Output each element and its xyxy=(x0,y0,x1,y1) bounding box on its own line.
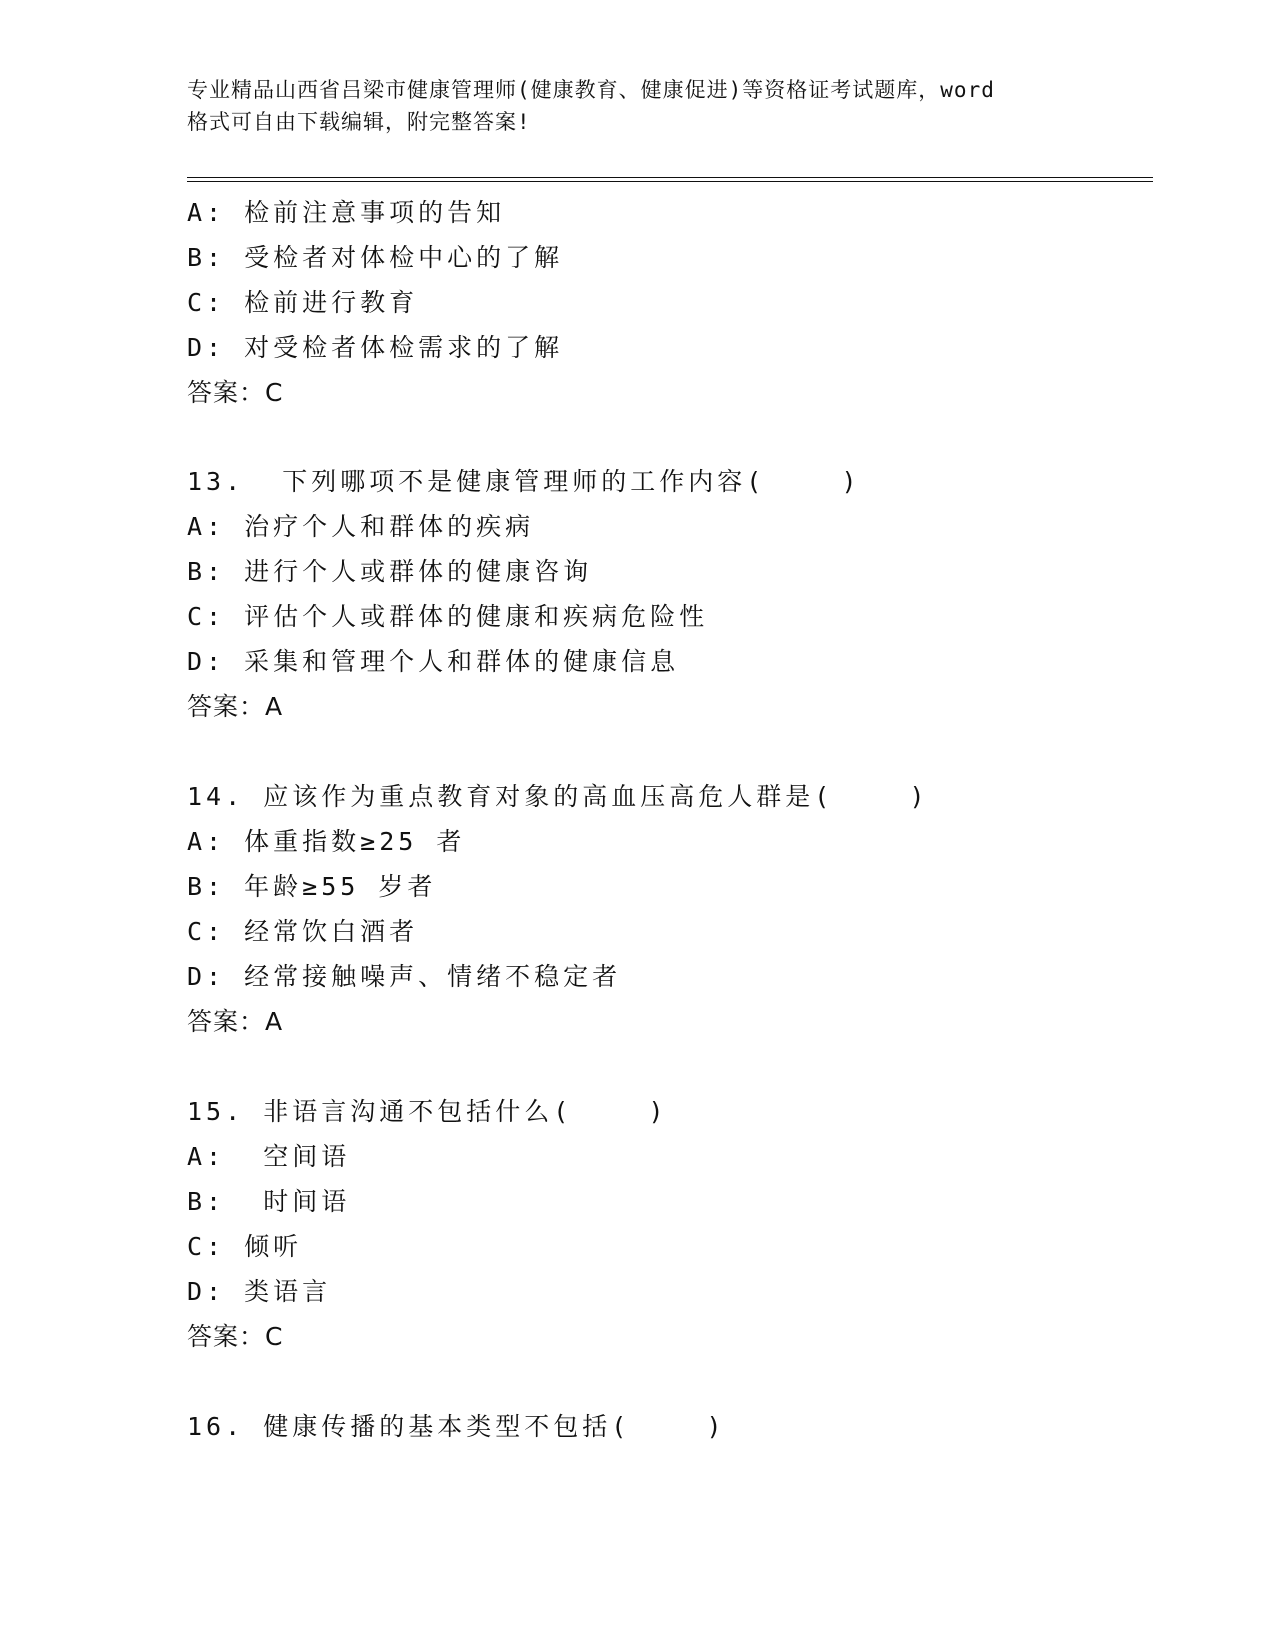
q12-option-a: A: 检前注意事项的告知 xyxy=(187,198,506,227)
q13-stem: 13. 下列哪项不是健康管理师的工作内容( ) xyxy=(187,467,861,496)
q15-stem: 15. 非语言沟通不包括什么( ) xyxy=(187,1097,668,1126)
q14-option-b: B: 年龄≥55 岁者 xyxy=(187,872,437,901)
q13-option-a: A: 治疗个人和群体的疾病 xyxy=(187,512,535,541)
q14-option-a: A: 体重指数≥25 者 xyxy=(187,827,466,856)
document-header xyxy=(187,74,1087,138)
q12-option-d: D: 对受检者体检需求的了解 xyxy=(187,333,564,362)
q12-option-b: B: 受检者对体检中心的了解 xyxy=(187,243,564,272)
q16-stem: 16. 健康传播的基本类型不包括( ) xyxy=(187,1412,726,1441)
q14-answer: 答案：A xyxy=(187,1007,284,1036)
header-line-2: 格式可自由下载编辑，附完整答案! xyxy=(187,110,531,134)
q12-answer: 答案：C xyxy=(187,378,284,407)
q14-stem: 14. 应该作为重点教育对象的高血压高危人群是( ) xyxy=(187,782,929,811)
q15-option-b: B: 时间语 xyxy=(187,1187,351,1216)
q13-answer: 答案：A xyxy=(187,692,284,721)
q14-option-d: D: 经常接触噪声、情绪不稳定者 xyxy=(187,962,622,991)
q15-answer: 答案：C xyxy=(187,1322,284,1351)
q12-option-c: C: 检前进行教育 xyxy=(187,288,419,317)
q15-option-c: C: 倾听 xyxy=(187,1232,303,1261)
header-rule-top xyxy=(187,177,1153,178)
q13-option-d: D: 采集和管理个人和群体的健康信息 xyxy=(187,647,680,676)
q15-option-d: D: 类语言 xyxy=(187,1277,332,1306)
q13-option-c: C: 评估个人或群体的健康和疾病危险性 xyxy=(187,602,709,631)
header-line-1: 专业精品山西省吕梁市健康管理师(健康教育、健康促进)等资格证考试题库，word xyxy=(187,78,995,102)
q14-option-c: C: 经常饮白酒者 xyxy=(187,917,419,946)
header-rule-bottom xyxy=(187,181,1153,182)
q15-option-a: A: 空间语 xyxy=(187,1142,351,1171)
q13-option-b: B: 进行个人或群体的健康咨询 xyxy=(187,557,593,586)
